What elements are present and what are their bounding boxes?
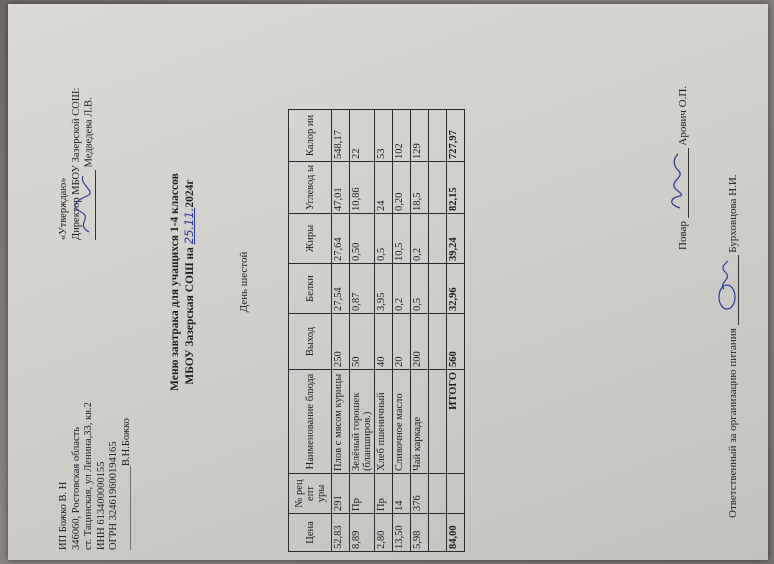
menu-day: День шестой [238, 251, 250, 313]
cook-label: Повар [677, 221, 689, 250]
table-cell: 10,86 [350, 162, 375, 214]
approval-header [58, 88, 96, 240]
table-cell: Пр [375, 474, 393, 514]
handwritten-date: 25.11. [182, 207, 196, 245]
column-header: Калор ии [289, 110, 332, 162]
menu-table [288, 109, 465, 552]
table-cell: Пр [350, 474, 375, 514]
column-header: № рец епт уры [289, 474, 332, 514]
table-cell: 548,17 [332, 110, 350, 162]
table-cell: Чай каркаде [411, 370, 429, 474]
table-cell [429, 370, 447, 474]
approval-label: «Утверждаю» [58, 177, 69, 240]
table-cell: 13,50 [393, 514, 411, 552]
table-cell [429, 162, 447, 214]
table-cell: 20 [393, 314, 411, 370]
total-cell: 727,97 [447, 110, 465, 162]
total-row [447, 110, 465, 552]
column-header: Углевод ы [289, 162, 332, 214]
table-cell: 27,64 [332, 214, 350, 264]
vendor-region: 346060, Ростовская область [70, 426, 82, 550]
column-header: Наименование блюда [289, 370, 332, 474]
table-cell: 0,2 [411, 214, 429, 264]
table-cell: 27,54 [332, 264, 350, 314]
table-cell: 0,20 [393, 162, 411, 214]
table-cell: Плов с мясом курицы [332, 370, 350, 474]
table-row [332, 110, 350, 552]
table-cell [429, 314, 447, 370]
table-row [411, 110, 429, 552]
table-cell: Зелёный горошек (бланширов.) [350, 370, 375, 474]
total-cell: 32,96 [447, 264, 465, 314]
document-photo [8, 4, 768, 560]
table-cell: 200 [411, 314, 429, 370]
table-cell: 47,01 [332, 162, 350, 214]
menu-document [8, 4, 768, 560]
table-row [393, 110, 411, 552]
table-cell: 3,95 [375, 264, 393, 314]
director-signature [83, 88, 96, 240]
table-cell: 24 [375, 162, 393, 214]
table-cell: 376 [411, 474, 429, 514]
table-cell: 5,98 [411, 514, 429, 552]
total-cell: 84,00 [447, 514, 465, 552]
director-title: Директор МБОУ Зазерской СОШ: [70, 87, 82, 240]
responsible-signature [726, 174, 739, 518]
table-cell: 0,5 [411, 264, 429, 314]
vendor-signature-line: ________________В.Н.Божко [120, 418, 132, 550]
table-cell: Сливочное масло [393, 370, 411, 474]
responsible-handwritten-signature [726, 256, 739, 326]
table-cell: 0,5 [375, 214, 393, 264]
column-header: Цена [289, 514, 332, 552]
table-cell: 52,83 [332, 514, 350, 552]
director-name: Медведева Л.В. [83, 97, 95, 168]
table-cell: 10,5 [393, 214, 411, 264]
responsible-label: Ответственный за организацию питания [727, 328, 739, 518]
year: 2024г [184, 179, 196, 208]
table-cell: 14 [393, 474, 411, 514]
table-cell: 129 [411, 110, 429, 162]
table-cell: 2,80 [375, 514, 393, 552]
table-header-row [289, 110, 332, 552]
vendor-ogrn: ОГРН 324619600194165 [108, 441, 119, 550]
table-cell [429, 110, 447, 162]
total-cell: 82,15 [447, 162, 465, 214]
cook-handwritten-signature [676, 148, 689, 218]
table-cell: 0,2 [393, 264, 411, 314]
table-cell: 0,87 [350, 264, 375, 314]
title-line-2 [182, 4, 197, 560]
responsible-name: Бурховцова Н.И. [727, 174, 739, 253]
table-cell [429, 474, 447, 514]
vendor-inn: ИНН 613400000155 [95, 461, 107, 550]
vendor-header [58, 402, 133, 550]
table-cell: 50 [350, 314, 375, 370]
title-line-1: Меню завтрака для учащихся 1-4 классов [169, 173, 181, 391]
table-cell [429, 514, 447, 552]
menu-title [168, 4, 197, 560]
column-header: Белки [289, 264, 332, 314]
total-cell: 39,24 [447, 214, 465, 264]
vendor-name: ИП Божко В. Н [58, 481, 69, 550]
table-cell: 22 [350, 110, 375, 162]
table-cell: 291 [332, 474, 350, 514]
table-row [429, 110, 447, 552]
column-header: Выход [289, 314, 332, 370]
table-cell: 102 [393, 110, 411, 162]
table-cell: 18,5 [411, 162, 429, 214]
table-cell: Хлеб пшеничный [375, 370, 393, 474]
table-row [350, 110, 375, 552]
column-header: Жиры [289, 214, 332, 264]
school-name: МБОУ Зазерская СОШ на [184, 247, 196, 385]
director-handwritten-signature [83, 170, 96, 240]
table-cell: 250 [332, 314, 350, 370]
table-cell: 8,89 [350, 514, 375, 552]
cook-signature [676, 86, 689, 250]
total-cell [447, 474, 465, 514]
table-cell [429, 214, 447, 264]
table-row [375, 110, 393, 552]
cook-name: Арович О.П. [677, 85, 689, 146]
vendor-address: ст. Тацинская, ул Ленина,33, кв.2 [83, 402, 94, 550]
table-cell [429, 264, 447, 314]
table-cell: 53 [375, 110, 393, 162]
total-cell: 560 [447, 314, 465, 370]
total-cell: ИТОГО [447, 370, 465, 474]
table-cell: 0,50 [350, 214, 375, 264]
table-cell: 40 [375, 314, 393, 370]
